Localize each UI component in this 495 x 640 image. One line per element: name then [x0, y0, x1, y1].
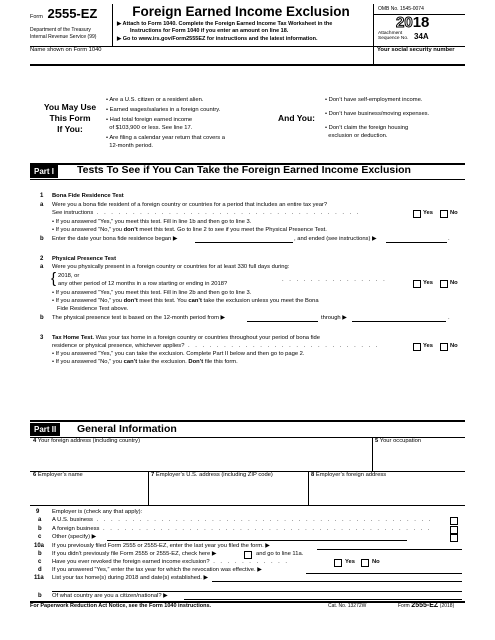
- line-10b-letter: b: [38, 551, 42, 557]
- line-1b-begin-input[interactable]: [195, 242, 293, 243]
- line-2a-no-label: No: [450, 280, 458, 286]
- foreign-business-checkbox[interactable]: [450, 526, 458, 534]
- footer-form-id: [398, 602, 454, 611]
- line-1a-text-1: Were you a bona fide resident of a foreign country or countries for a period that includes an entire tax year?: [52, 202, 328, 208]
- line-2-if-no: [52, 298, 319, 306]
- line-2b-through-input[interactable]: [352, 321, 446, 322]
- condition-6: 12-month period.: [106, 143, 154, 149]
- line-10d-label: If you answered “Yes,” enter the tax year for which the revocation was effective. ▶: [52, 567, 262, 573]
- line-3-text-1: [52, 335, 320, 343]
- line-4-number: 4: [33, 438, 37, 444]
- line-2b-mid: through ▶: [321, 315, 347, 321]
- line-2a-text-2: 2018, or: [58, 273, 80, 279]
- line-5-text: Your occupation: [379, 438, 422, 444]
- line-1a-no-label: No: [450, 210, 458, 216]
- condition-1: • Are a U.S. citizen or a resident alien.: [106, 97, 204, 103]
- line-1-if-no-b: don’t: [123, 227, 138, 233]
- employer-us-address-input[interactable]: [150, 480, 307, 504]
- condition-4: of $103,900 or less. See line 17.: [106, 125, 193, 131]
- footer-form-number: 2555-EZ: [411, 602, 439, 609]
- name-input[interactable]: [30, 55, 372, 64]
- line-1-if-no: [52, 227, 327, 235]
- line-2a-yes-label: Yes: [423, 280, 433, 286]
- line-1a-yes-checkbox[interactable]: [413, 210, 421, 218]
- may-use-line-2: This Form: [49, 113, 91, 123]
- revoked-no-label: No: [372, 559, 380, 565]
- line-9-label: Employer is (check any that apply):: [52, 509, 143, 515]
- line-3-text-1a: Was your tax home in a foreign country or countries throughout your period of bona fide: [94, 335, 320, 341]
- line-11b-letter: b: [38, 593, 42, 599]
- form-id: [30, 6, 97, 21]
- line-1-if-no-a: • If you answered “No,” you: [52, 227, 124, 233]
- line-4-label: [33, 438, 140, 446]
- footer-form-label: Form: [398, 603, 410, 609]
- line-9b-label: A foreign business . . . . . . . . . . . . . . . . . . . . . . . . . . . . . . . . . . . . . . . . . . . . . .: [52, 526, 432, 532]
- line-3-title: Tax Home Test.: [52, 335, 94, 341]
- line-2-if-no-f: Fide Residence Test above.: [57, 306, 129, 312]
- irs-text: Internal Revenue Service (99): [30, 34, 97, 40]
- tax-year: [396, 14, 429, 31]
- line-1-if-yes: • If you answered “Yes,” you meet this test. Fill in line 1b and then go to line 3.: [52, 219, 252, 225]
- not-previously-filed-checkbox[interactable]: [244, 551, 252, 559]
- line-10a-number: 10a: [34, 543, 45, 549]
- line-2a-no-checkbox[interactable]: [440, 280, 448, 288]
- line-9c-label: Other (specify) ▶: [52, 534, 97, 540]
- occupation-input[interactable]: [374, 446, 464, 470]
- line-11a-number: 11a: [34, 575, 44, 581]
- line-2a-text-3: any other period of 12 months in a row starting or ending in 2018?: [58, 281, 228, 287]
- line-1b-period: .: [448, 236, 450, 242]
- instruction-1: ▶ Attach to Form 1040. Complete the Foreign Earned Income Tax Worksheet in the: [117, 21, 333, 27]
- line-3-no-label: No: [450, 343, 458, 349]
- year-prefix: 20: [396, 14, 413, 31]
- line-9a-label: A U.S. business . . . . . . . . . . . . . . . . . . . . . . . . . . . . . . . . . . . . . . . . . . . . . . .: [52, 517, 433, 523]
- employer-foreign-address-input[interactable]: [310, 480, 464, 504]
- line-2a-yes-checkbox[interactable]: [413, 280, 421, 288]
- line-9c-letter: c: [38, 534, 42, 540]
- line-2b-text: The physical presence test is based on the 12-month period from ▶: [52, 315, 225, 321]
- line-1a-yes-label: Yes: [423, 210, 433, 216]
- line-6-number: 6: [33, 472, 37, 478]
- form-number: 2555-EZ: [47, 6, 98, 21]
- us-business-checkbox[interactable]: [450, 517, 458, 525]
- foreign-address-input[interactable]: [30, 446, 371, 470]
- line-8-number: 8: [311, 472, 315, 478]
- pra-notice: For Paperwork Reduction Act Notice, see the Form 1040 instructions.: [30, 603, 212, 609]
- and-you-heading: And You:: [278, 113, 315, 123]
- may-use-line-3: If You:: [57, 124, 83, 134]
- line-9a-letter: a: [38, 517, 42, 523]
- and-condition-1: • Don’t have self-employment income.: [325, 97, 423, 103]
- line-10d-letter: d: [38, 567, 42, 573]
- line-2-if-yes: • If you answered “Yes,” you meet this test. Fill in line 2b and then go to line 3.: [52, 290, 252, 296]
- line-10c-letter: c: [38, 559, 42, 565]
- line-6-text: Employer’s name: [37, 472, 83, 478]
- line-1b-mid: , and ended (see instructions) ▶: [294, 236, 377, 242]
- line-2-if-no-d: can’t: [188, 298, 202, 304]
- line-7-label: [151, 472, 273, 480]
- condition-5: • Are filing a calendar year return that covers a: [106, 135, 225, 141]
- line-2-if-no-c: meet this test. You: [137, 298, 189, 304]
- line-1a-text-2: See instructions . . . . . . . . . . . . . . . . . . . . . . . . . . . . . . . . . . . . .: [52, 210, 361, 216]
- line-3-if-no-e: file this form.: [203, 359, 238, 365]
- tax-home-input[interactable]: [212, 581, 462, 582]
- line-1b-letter: b: [40, 236, 44, 242]
- revocation-year-input[interactable]: [306, 573, 462, 574]
- line-2a-dots: . . . . . . . . . . . . . . .: [282, 277, 387, 283]
- line-2-number: 2: [40, 256, 44, 262]
- line-10b-end: and go to line 11a.: [256, 551, 304, 557]
- line-7-text: Employer’s U.S. address (including ZIP code): [155, 472, 273, 478]
- line-8-label: [311, 472, 386, 480]
- line-2b-from-input[interactable]: [247, 321, 318, 322]
- revoked-yes-checkbox[interactable]: [334, 559, 342, 567]
- line-2a-brace: {: [51, 270, 57, 287]
- line-10c-label: Have you ever revoked the foreign earned income exclusion? . . . . . . . . . . .: [52, 559, 290, 565]
- line-1b-end-input[interactable]: [386, 242, 447, 243]
- revoked-no-checkbox[interactable]: [361, 559, 369, 567]
- line-1a-see: See instructions: [52, 210, 94, 216]
- line-5-label: [375, 438, 421, 446]
- may-use-line-1: You May Use: [43, 102, 97, 112]
- year-suffix: 18: [412, 14, 430, 31]
- employer-name-input[interactable]: [30, 480, 147, 504]
- condition-3: • Had total foreign earned income: [106, 117, 193, 123]
- line-3-yes-checkbox[interactable]: [413, 343, 421, 351]
- line-9a-text: A U.S. business: [52, 517, 93, 523]
- line-3-if-no: [52, 359, 238, 367]
- ssn-label: Your social security number: [377, 47, 455, 53]
- sequence-number: 34A: [414, 32, 429, 41]
- line-2a-letter: a: [40, 264, 44, 270]
- line-2-if-no-b: don’t: [123, 298, 138, 304]
- form-label: Form: [30, 14, 43, 20]
- line-3-yes-label: Yes: [423, 343, 433, 349]
- sequence-label: Sequence No.: [378, 36, 409, 41]
- and-condition-2: • Don’t have business/moving expenses.: [325, 111, 430, 117]
- line-3-if-no-d: Don’t: [188, 359, 204, 365]
- line-1a-no-checkbox[interactable]: [440, 210, 448, 218]
- line-2a-text-1: Were you physically present in a foreign country or countries for at least 330 full days during:: [52, 264, 290, 270]
- line-2-if-no-e: take the exclusion unless you meet the Bona: [201, 298, 319, 304]
- line-3-text-2a: residence or physical presence, whichever applies?: [52, 343, 185, 349]
- last-year-filed-input[interactable]: [317, 549, 462, 550]
- line-7-number: 7: [151, 472, 155, 478]
- line-11a-label: List your tax home(s) during 2018 and date(s) established. ▶: [52, 575, 208, 581]
- line-9-number: 9: [36, 509, 40, 515]
- line-10c-text: Have you ever revoked the foreign earned income exclusion?: [52, 559, 210, 565]
- part-2-tag: Part II: [30, 423, 60, 436]
- line-11b-label: Of what country are you a citizen/national? ▶: [52, 593, 168, 599]
- line-2b-period: .: [448, 315, 450, 321]
- citizenship-input[interactable]: [184, 599, 462, 600]
- omb-number: OMB No. 1545-0074: [378, 6, 424, 12]
- line-9b-text: A foreign business: [52, 526, 100, 532]
- cat-number: Cat. No. 13272W: [328, 603, 367, 609]
- line-3-number: 3: [40, 335, 44, 341]
- condition-2: • Earned wages/salaries in a foreign country.: [106, 107, 221, 113]
- form-title: Foreign Earned Income Exclusion: [132, 4, 350, 19]
- line-6-label: [33, 472, 83, 480]
- line-3-if-no-c: take the exclusion.: [137, 359, 189, 365]
- ssn-input[interactable]: [374, 55, 464, 64]
- line-3-if-no-a: • If you answered “No,” you: [52, 359, 124, 365]
- line-8-text: Employer’s foreign address: [315, 472, 387, 478]
- line-10b-label: If you didn’t previously file Form 2555 or 2555-EZ, check here ▶: [52, 551, 217, 557]
- and-condition-3: • Don’t claim the foreign housing: [325, 125, 409, 131]
- tax-home-input-2[interactable]: [52, 591, 462, 592]
- instruction-2: Instructions for Form 1040 if you enter an amount on line 18.: [130, 28, 289, 34]
- line-1-title: Bona Fide Residence Test: [52, 193, 124, 199]
- instruction-3: ▶ Go to www.irs.gov/Form2555EZ for instructions and the latest information.: [117, 36, 318, 42]
- part-2-title: General Information: [77, 423, 177, 435]
- line-1a-letter: a: [40, 202, 44, 208]
- line-2-title: Physical Presence Test: [52, 256, 117, 262]
- line-1-if-no-c: meet this test. Go to line 2 to see if you meet the Physical Presence Test.: [137, 227, 327, 233]
- other-checkbox[interactable]: [450, 534, 458, 542]
- line-10a-label: If you previously filed Form 2555 or 2555-EZ, enter the last year you filed the form. ▶: [52, 543, 270, 549]
- line-3-if-yes: • If you answered “Yes,” you can take the exclusion. Complete Part II below and then go to page 2.: [52, 351, 305, 357]
- part-1-tag: Part I: [30, 165, 58, 178]
- line-4-text: Your foreign address (including country): [37, 438, 141, 444]
- line-3-no-checkbox[interactable]: [440, 343, 448, 351]
- revoked-yes-label: Yes: [345, 559, 355, 565]
- name-label: Name shown on Form 1040: [30, 47, 102, 53]
- footer-year: (2018): [439, 603, 455, 609]
- part-1-title: Tests To See if You Can Take the Foreign Earned Income Exclusion: [77, 164, 411, 176]
- line-1b-text: Enter the date your bona fide residence began ▶: [52, 236, 178, 242]
- and-condition-4: exclusion or deduction.: [325, 133, 388, 139]
- other-specify-input[interactable]: [107, 540, 407, 541]
- dept-text: Department of the Treasury: [30, 27, 91, 33]
- attachment-label: Attachment: [378, 31, 403, 36]
- line-3-if-no-b: can’t: [123, 359, 138, 365]
- may-use-heading: [30, 102, 110, 135]
- line-2-if-no-a: • If you answered “No,” you: [52, 298, 124, 304]
- line-3-text-2: residence or physical presence, whichever applies? . . . . . . . . . . . . . . . . . . . . . . . . . . .: [52, 343, 380, 349]
- line-1-number: 1: [40, 193, 44, 199]
- line-2b-letter: b: [40, 315, 44, 321]
- line-9b-letter: b: [38, 526, 42, 532]
- line-5-number: 5: [375, 438, 379, 444]
